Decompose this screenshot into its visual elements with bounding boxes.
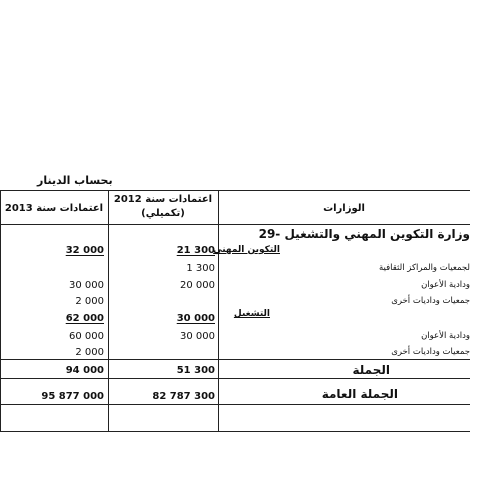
cell-2013: 2 000: [75, 347, 104, 358]
cell-2013: 60 000: [69, 331, 104, 342]
row-label: ودادية الأعوان: [421, 331, 470, 341]
cell-2012: 20 000: [180, 280, 215, 291]
header-ministries: الوزارات: [323, 203, 365, 214]
total-2013: 94 000: [65, 365, 104, 376]
cell-2013: 32 000: [65, 245, 104, 256]
grand-total-2012: 82 787 300: [152, 391, 215, 402]
row-label: جمعيات وداديات أخرى: [391, 347, 470, 357]
grand-total-rule: [0, 404, 470, 405]
total-2012: 51 300: [176, 365, 215, 376]
cell-2012: 21 300: [176, 245, 215, 256]
cell-2012: 1 300: [186, 263, 215, 274]
grand-total-2013: 95 877 000: [41, 391, 104, 402]
section-title: 29- وزارة التكوين المهني والتشغيل: [258, 227, 470, 241]
cell-2012: 30 000: [176, 313, 215, 324]
total-rule-bottom: [0, 378, 470, 379]
cell-2013: 62 000: [65, 313, 104, 324]
unit-label: بحساب الدينار: [37, 174, 113, 187]
header-2012: اعتمادات سنة 2012: [113, 194, 213, 205]
header-rule: [0, 224, 470, 225]
budget-table: [0, 190, 470, 432]
total-label: الجملة: [352, 363, 390, 377]
row-label: التشغيل: [233, 309, 270, 319]
cell-2013: 30 000: [69, 280, 104, 291]
cell-2012: 30 000: [180, 331, 215, 342]
grand-total-label: الجملة العامة: [321, 387, 398, 401]
row-label: التكوين المهني: [213, 245, 280, 255]
row-label: لجمعيات والمراكز الثقافية: [378, 263, 470, 273]
row-label: جمعيات وداديات أخرى: [391, 296, 470, 306]
total-rule-top: [0, 359, 470, 360]
row-label: ودادية الأعوان: [421, 280, 470, 290]
header-2013: اعتمادات سنة 2013: [4, 203, 104, 214]
cell-2013: 2 000: [75, 296, 104, 307]
header-2012-note: (تكميلي): [141, 208, 185, 219]
divider-col2: [218, 191, 219, 431]
